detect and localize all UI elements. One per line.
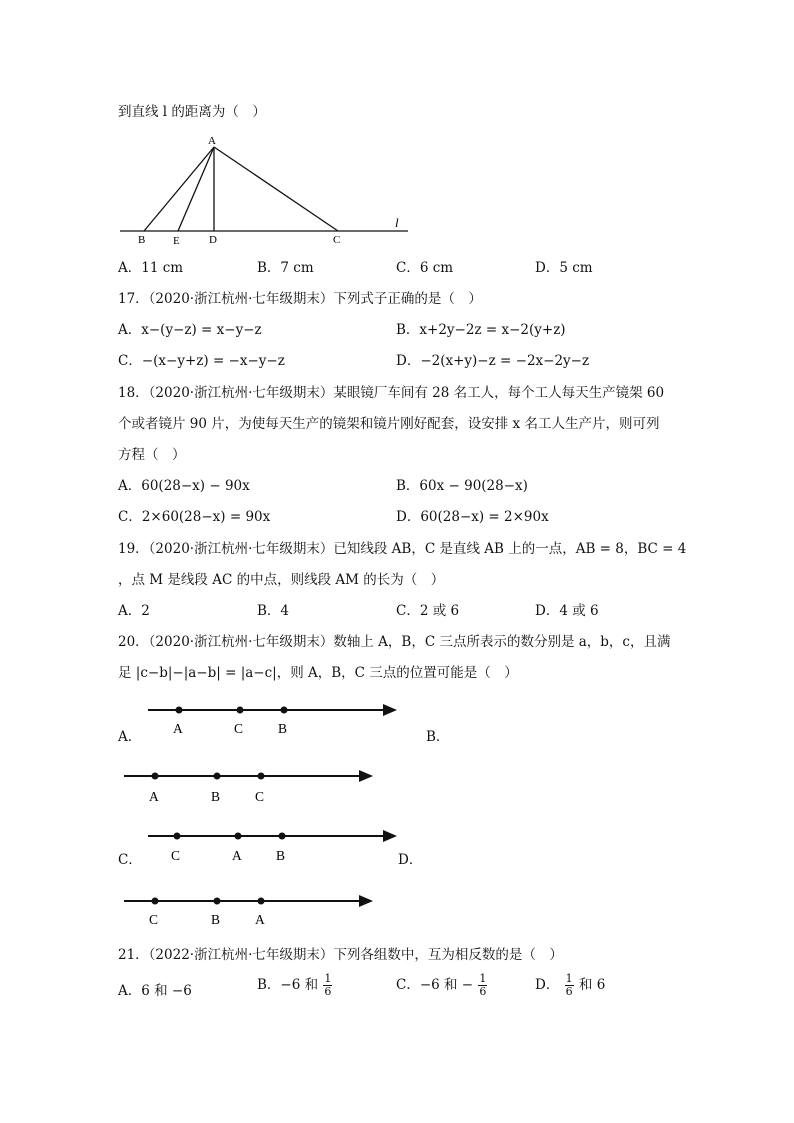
q19-option-d[interactable]: D．4 或 6 — [535, 603, 599, 619]
axis-a-label-1: A — [173, 721, 183, 736]
q16-option-a[interactable]: A．11 cm — [118, 260, 184, 276]
q16-option-b[interactable]: B．7 cm — [257, 260, 314, 276]
q20-stem-line-1: 20．（2020·浙江杭州·七年级期末）数轴上 A，B，C 三点所表示的数分别是 a，b，c，且满 — [118, 634, 671, 650]
point-label-d: D — [209, 234, 217, 246]
q19-stem-line-1: 19．（2020·浙江杭州·七年级期末）已知线段 AB，C 是直线 AB 上的一点，AB = 8，BC = 4 — [118, 541, 687, 557]
fraction-numerator: 1 — [324, 972, 332, 985]
q20-option-d-letter[interactable]: D． — [398, 852, 423, 868]
q21-option-d[interactable] — [535, 973, 605, 998]
axis-a-label-2: C — [234, 721, 244, 736]
q19-option-a[interactable]: A．2 — [118, 603, 150, 619]
q21-option-c-text: C．−6 和 − — [396, 977, 474, 993]
q20-option-a-letter[interactable]: A． — [118, 729, 142, 745]
q21-option-b-fraction — [323, 973, 332, 998]
triangle-figure — [110, 133, 420, 248]
number-line-d[interactable] — [121, 891, 381, 931]
point-label-c: C — [333, 234, 341, 246]
line-label-l: l — [395, 215, 399, 230]
axis-b-label-2: B — [211, 789, 221, 804]
q19-stem-line-2: ，点 M 是线段 AC 的中点，则线段 AM 的长为（ ） — [118, 572, 445, 588]
segment-ab — [144, 147, 214, 231]
number-line-c[interactable] — [145, 826, 405, 866]
q19-option-c[interactable]: C．2 或 6 — [396, 603, 460, 619]
q18-stem-line-1: 18．（2020·浙江杭州·七年级期末）某眼镜厂车间有 28 名工人，每个工人每天生产镜架 60 — [118, 385, 665, 401]
q21-option-c[interactable] — [396, 973, 488, 998]
q17-option-c[interactable]: C．−(x−y+z) = −x−y−z — [118, 353, 285, 369]
fraction-numerator: 1 — [565, 972, 573, 985]
axis-b-label-3: C — [255, 789, 265, 804]
q16-option-d[interactable]: D．5 cm — [535, 260, 593, 276]
q21-option-a[interactable]: A．6 和 −6 — [118, 983, 192, 999]
q18-option-d[interactable]: D．60(28−x) = 2×90x — [396, 509, 549, 525]
number-line-b[interactable] — [121, 766, 381, 806]
fraction-numerator: 1 — [479, 972, 487, 985]
axis-d-label-3: A — [255, 912, 265, 927]
q21-option-d-text: D． — [535, 977, 560, 993]
fraction-denominator: 6 — [324, 985, 332, 998]
q21-stem: 21．（2022·浙江杭州·七年级期末）下列各组数中，互为相反数的是（ ） — [118, 947, 563, 963]
number-line-a[interactable] — [145, 700, 405, 740]
question-16-stem-end: 到直线 l 的距离为（ ） — [118, 104, 266, 120]
q21-option-d-fraction — [565, 973, 574, 998]
q21-option-c-fraction — [478, 973, 487, 998]
axis-b-label-1: A — [149, 789, 159, 804]
q20-option-b-letter[interactable]: B． — [426, 729, 450, 745]
axis-d-label-2: B — [211, 912, 221, 927]
q16-option-c[interactable]: C．6 cm — [396, 260, 454, 276]
q18-stem-line-3: 方程（ ） — [118, 447, 186, 463]
q19-option-b[interactable]: B．4 — [257, 603, 290, 619]
q17-option-b[interactable]: B．x+2y−2z = x−2(y+z) — [396, 322, 566, 338]
axis-c-label-3: B — [276, 848, 286, 863]
q17-stem: 17．（2020·浙江杭州·七年级期末）下列式子正确的是（ ） — [118, 291, 482, 307]
q18-stem-line-2: 个或者镜片 90 片，为使每天生产的镜架和镜片刚好配套，设安排 x 名工人生产片，则可列 — [118, 416, 660, 432]
q20-option-c-letter[interactable]: C． — [118, 852, 142, 868]
axis-d-label-1: C — [149, 912, 159, 927]
q17-option-d[interactable]: D．−2(x+y)−z = −2x−2y−z — [396, 353, 590, 369]
point-label-a: A — [208, 135, 216, 147]
q18-option-a[interactable]: A．60(28−x) − 90x — [118, 478, 250, 494]
q21-option-d-suffix: 和 6 — [578, 977, 606, 993]
point-label-b: B — [138, 234, 146, 246]
q20-stem-line-2: 足 |c−b|−|a−b| = |a−c|，则 A，B，C 三点的位置可能是（ ） — [118, 665, 518, 681]
axis-a-label-3: B — [278, 721, 288, 736]
axis-c-label-1: C — [171, 848, 181, 863]
point-label-e: E — [173, 235, 180, 247]
fraction-denominator: 6 — [565, 985, 573, 998]
q21-option-b-text: B．−6 和 — [257, 977, 319, 993]
q21-option-b[interactable] — [257, 973, 333, 998]
fraction-denominator: 6 — [479, 985, 487, 998]
q18-option-b[interactable]: B．60x − 90(28−x) — [396, 478, 528, 494]
segment-ac — [214, 147, 338, 231]
axis-c-label-2: A — [232, 848, 242, 863]
segment-ae — [178, 147, 214, 231]
q18-option-c[interactable]: C．2×60(28−x) = 90x — [118, 509, 271, 525]
q17-option-a[interactable]: A．x−(y−z) = x−y−z — [118, 322, 262, 338]
